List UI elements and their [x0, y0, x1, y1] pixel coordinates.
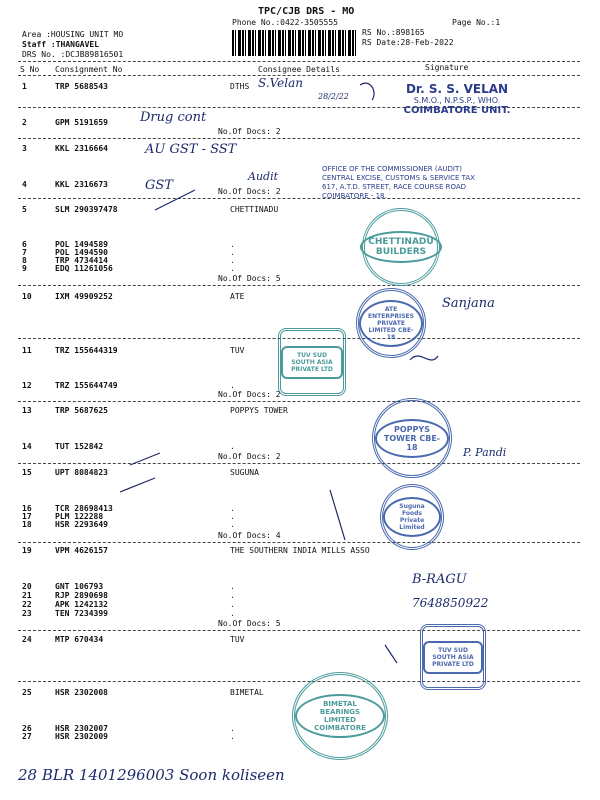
row-consignee: . [230, 442, 235, 451]
row-consignee: POPPYS TOWER [230, 406, 288, 415]
handwritten-note: Audit [248, 170, 279, 183]
row-consignment: KKL 2316673 [55, 180, 108, 189]
row-consignee: TUV [230, 346, 245, 355]
row-consignment: EDQ 11261056 [55, 264, 113, 273]
row-consignment: GPM 5191659 [55, 118, 108, 127]
staff-label: Staff :THANGAVEL [22, 40, 100, 49]
row-consignment: MTP 670434 [55, 635, 104, 644]
row-consignment: TRP 4734414 [55, 256, 108, 265]
row-sno: 11 [22, 346, 32, 355]
handwritten-signature: S.Velan [258, 76, 303, 90]
audit-line-2: CENTRAL EXCISE, CUSTOMS & SERVICE TAX [322, 174, 475, 182]
row-consignment: GNT 106793 [55, 582, 104, 591]
row-sno: 10 [22, 292, 32, 301]
handwritten-note: AU GST - SST [145, 142, 237, 157]
row-sno: 1 [22, 82, 27, 91]
bimetal-stamp: BIMETAL BEARINGS LIMITED COIMBATORE [292, 672, 388, 760]
row-sno: 12 [22, 381, 32, 390]
row-consignment: SLM 290397478 [55, 205, 118, 214]
row-sno: 8 [22, 256, 27, 265]
officer-title: S.M.O., N.P.S.P., WHO. [413, 96, 501, 105]
row-sno: 6 [22, 240, 27, 249]
row-sno: 14 [22, 442, 32, 451]
row-consignment: TRZ 155644749 [55, 381, 118, 390]
row-consignee: . [230, 264, 235, 273]
row-consignment: TRP 5687625 [55, 406, 108, 415]
row-consignment: TUT 152842 [55, 442, 104, 451]
row-sno: 21 [22, 591, 32, 600]
row-consignee: CHETTINADU [230, 205, 279, 214]
row-sno: 19 [22, 546, 32, 555]
handwritten-entry: 28 BLR 1401296003 Soon koliseen [18, 766, 285, 784]
docs-count: No.Of Docs: 2 [218, 187, 281, 196]
row-consignee: DTHS [230, 82, 250, 91]
col-signature: Signature [425, 63, 469, 72]
handwritten-note: GST [145, 178, 173, 193]
chettinadu-stamp: CHETTINADU BUILDERS [362, 208, 440, 286]
drs-number: DRS No. :DCJB89816501 [22, 50, 124, 59]
rs-date: RS Date:28-Feb-2022 [362, 38, 454, 47]
audit-line-4: COIMBATORE - 18. [322, 192, 387, 200]
row-sno: 22 [22, 600, 32, 609]
handwritten-phone: 7648850922 [412, 596, 489, 610]
docs-count: No.Of Docs: 2 [218, 390, 281, 399]
row-consignment: PLM 122288 [55, 512, 104, 521]
row-sno: 25 [22, 688, 32, 697]
row-consignee: THE SOUTHERN INDIA MILLS ASSO [230, 546, 370, 555]
col-consignment: Consignment No [55, 65, 123, 74]
row-consignment: VPM 4626157 [55, 546, 108, 555]
row-consignee: . [230, 256, 235, 265]
ate-stamp: ATE ENTERPRISES PRIVATE LIMITED CBE-18 [356, 288, 426, 358]
suguna-stamp: Suguna Foods Private Limited [380, 484, 444, 550]
row-consignee: . [230, 248, 235, 257]
row-consignee: BIMETAL [230, 688, 264, 697]
officer-unit: COIMBATORE UNIT. [403, 105, 511, 116]
poppys-stamp: POPPYS TOWER CBE-18 [372, 398, 452, 478]
audit-line-1: OFFICE OF THE COMMISSIONER (AUDIT) [322, 165, 462, 173]
handwritten-note: Drug cont [140, 110, 207, 125]
audit-line-3: 617, A.T.D. STREET, RACE COURSE ROAD [322, 183, 467, 191]
row-sno: 27 [22, 732, 32, 741]
row-consignment: TEN 7234399 [55, 609, 108, 618]
tuv-sud-stamp: TUV SUD SOUTH ASIA PRIVATE LTD [420, 624, 486, 690]
row-sno: 20 [22, 582, 32, 591]
row-consignment: KKL 2316664 [55, 144, 108, 153]
row-consignment: HSR 2302009 [55, 732, 108, 741]
row-sno: 3 [22, 144, 27, 153]
col-sno: S No [20, 65, 40, 74]
row-consignee: . [230, 381, 235, 390]
row-sno: 7 [22, 248, 27, 257]
row-consignment: POL 1494590 [55, 248, 108, 257]
row-sno: 24 [22, 635, 32, 644]
row-consignment: HSR 2302008 [55, 688, 108, 697]
officer-name: Dr. S. S. VELAN [405, 82, 509, 96]
handwritten-signature: Sanjana [442, 296, 495, 311]
row-consignment: POL 1494589 [55, 240, 108, 249]
handwritten-signature: P. Pandi [463, 446, 507, 459]
docs-count: No.Of Docs: 5 [218, 274, 281, 283]
row-consignee: TUV [230, 635, 245, 644]
row-consignment: TRP 5688543 [55, 82, 108, 91]
row-sno: 16 [22, 504, 32, 513]
row-sno: 18 [22, 520, 32, 529]
row-sno: 2 [22, 118, 27, 127]
row-consignee: . [230, 600, 235, 609]
row-consignee: SUGUNA [230, 468, 259, 477]
row-consignee: . [230, 504, 235, 513]
row-consignee: . [230, 582, 235, 591]
row-consignee: . [230, 609, 235, 618]
row-consignment: APK 1242132 [55, 600, 108, 609]
row-consignee: ATE [230, 292, 245, 301]
document-title: TPC/CJB DRS - MO [258, 6, 355, 17]
handwritten-date: 28/2/22 [318, 92, 349, 101]
row-sno: 4 [22, 180, 27, 189]
row-consignee: . [230, 591, 235, 600]
row-consignee: . [230, 520, 235, 529]
rs-number: RS No.:898165 [362, 28, 425, 37]
area-label: Area :HOUSING UNIT MO [22, 30, 124, 39]
row-sno: 13 [22, 406, 32, 415]
row-sno: 5 [22, 205, 27, 214]
handwritten-name: B-RAGU [412, 572, 467, 587]
phone-number: Phone No.:0422-3505555 [232, 18, 338, 27]
row-consignment: TCR 28698413 [55, 504, 113, 513]
row-consignee: . [230, 240, 235, 249]
row-sno: 26 [22, 724, 32, 733]
row-consignment: RJP 2890698 [55, 591, 108, 600]
row-consignee: . [230, 512, 235, 521]
row-sno: 9 [22, 264, 27, 273]
row-sno: 23 [22, 609, 32, 618]
docs-count: No.Of Docs: 2 [218, 127, 281, 136]
docs-count: No.Of Docs: 4 [218, 531, 281, 540]
row-consignment: TRZ 155644319 [55, 346, 118, 355]
row-consignment: HSR 2293649 [55, 520, 108, 529]
docs-count: No.Of Docs: 2 [218, 452, 281, 461]
docs-count: No.Of Docs: 5 [218, 619, 281, 628]
row-sno: 17 [22, 512, 32, 521]
row-sno: 15 [22, 468, 32, 477]
row-consignee: . [230, 732, 235, 741]
col-consignee: Consignee Details [258, 65, 340, 74]
row-consignment: HSR 2302007 [55, 724, 108, 733]
row-consignee: . [230, 724, 235, 733]
row-consignment: IXM 49909252 [55, 292, 113, 301]
row-consignment: UPT 8084823 [55, 468, 108, 477]
tuv-stamp: TUV SUD SOUTH ASIA PRIVATE LTD [278, 328, 346, 396]
page-number: Page No.:1 [452, 18, 501, 27]
